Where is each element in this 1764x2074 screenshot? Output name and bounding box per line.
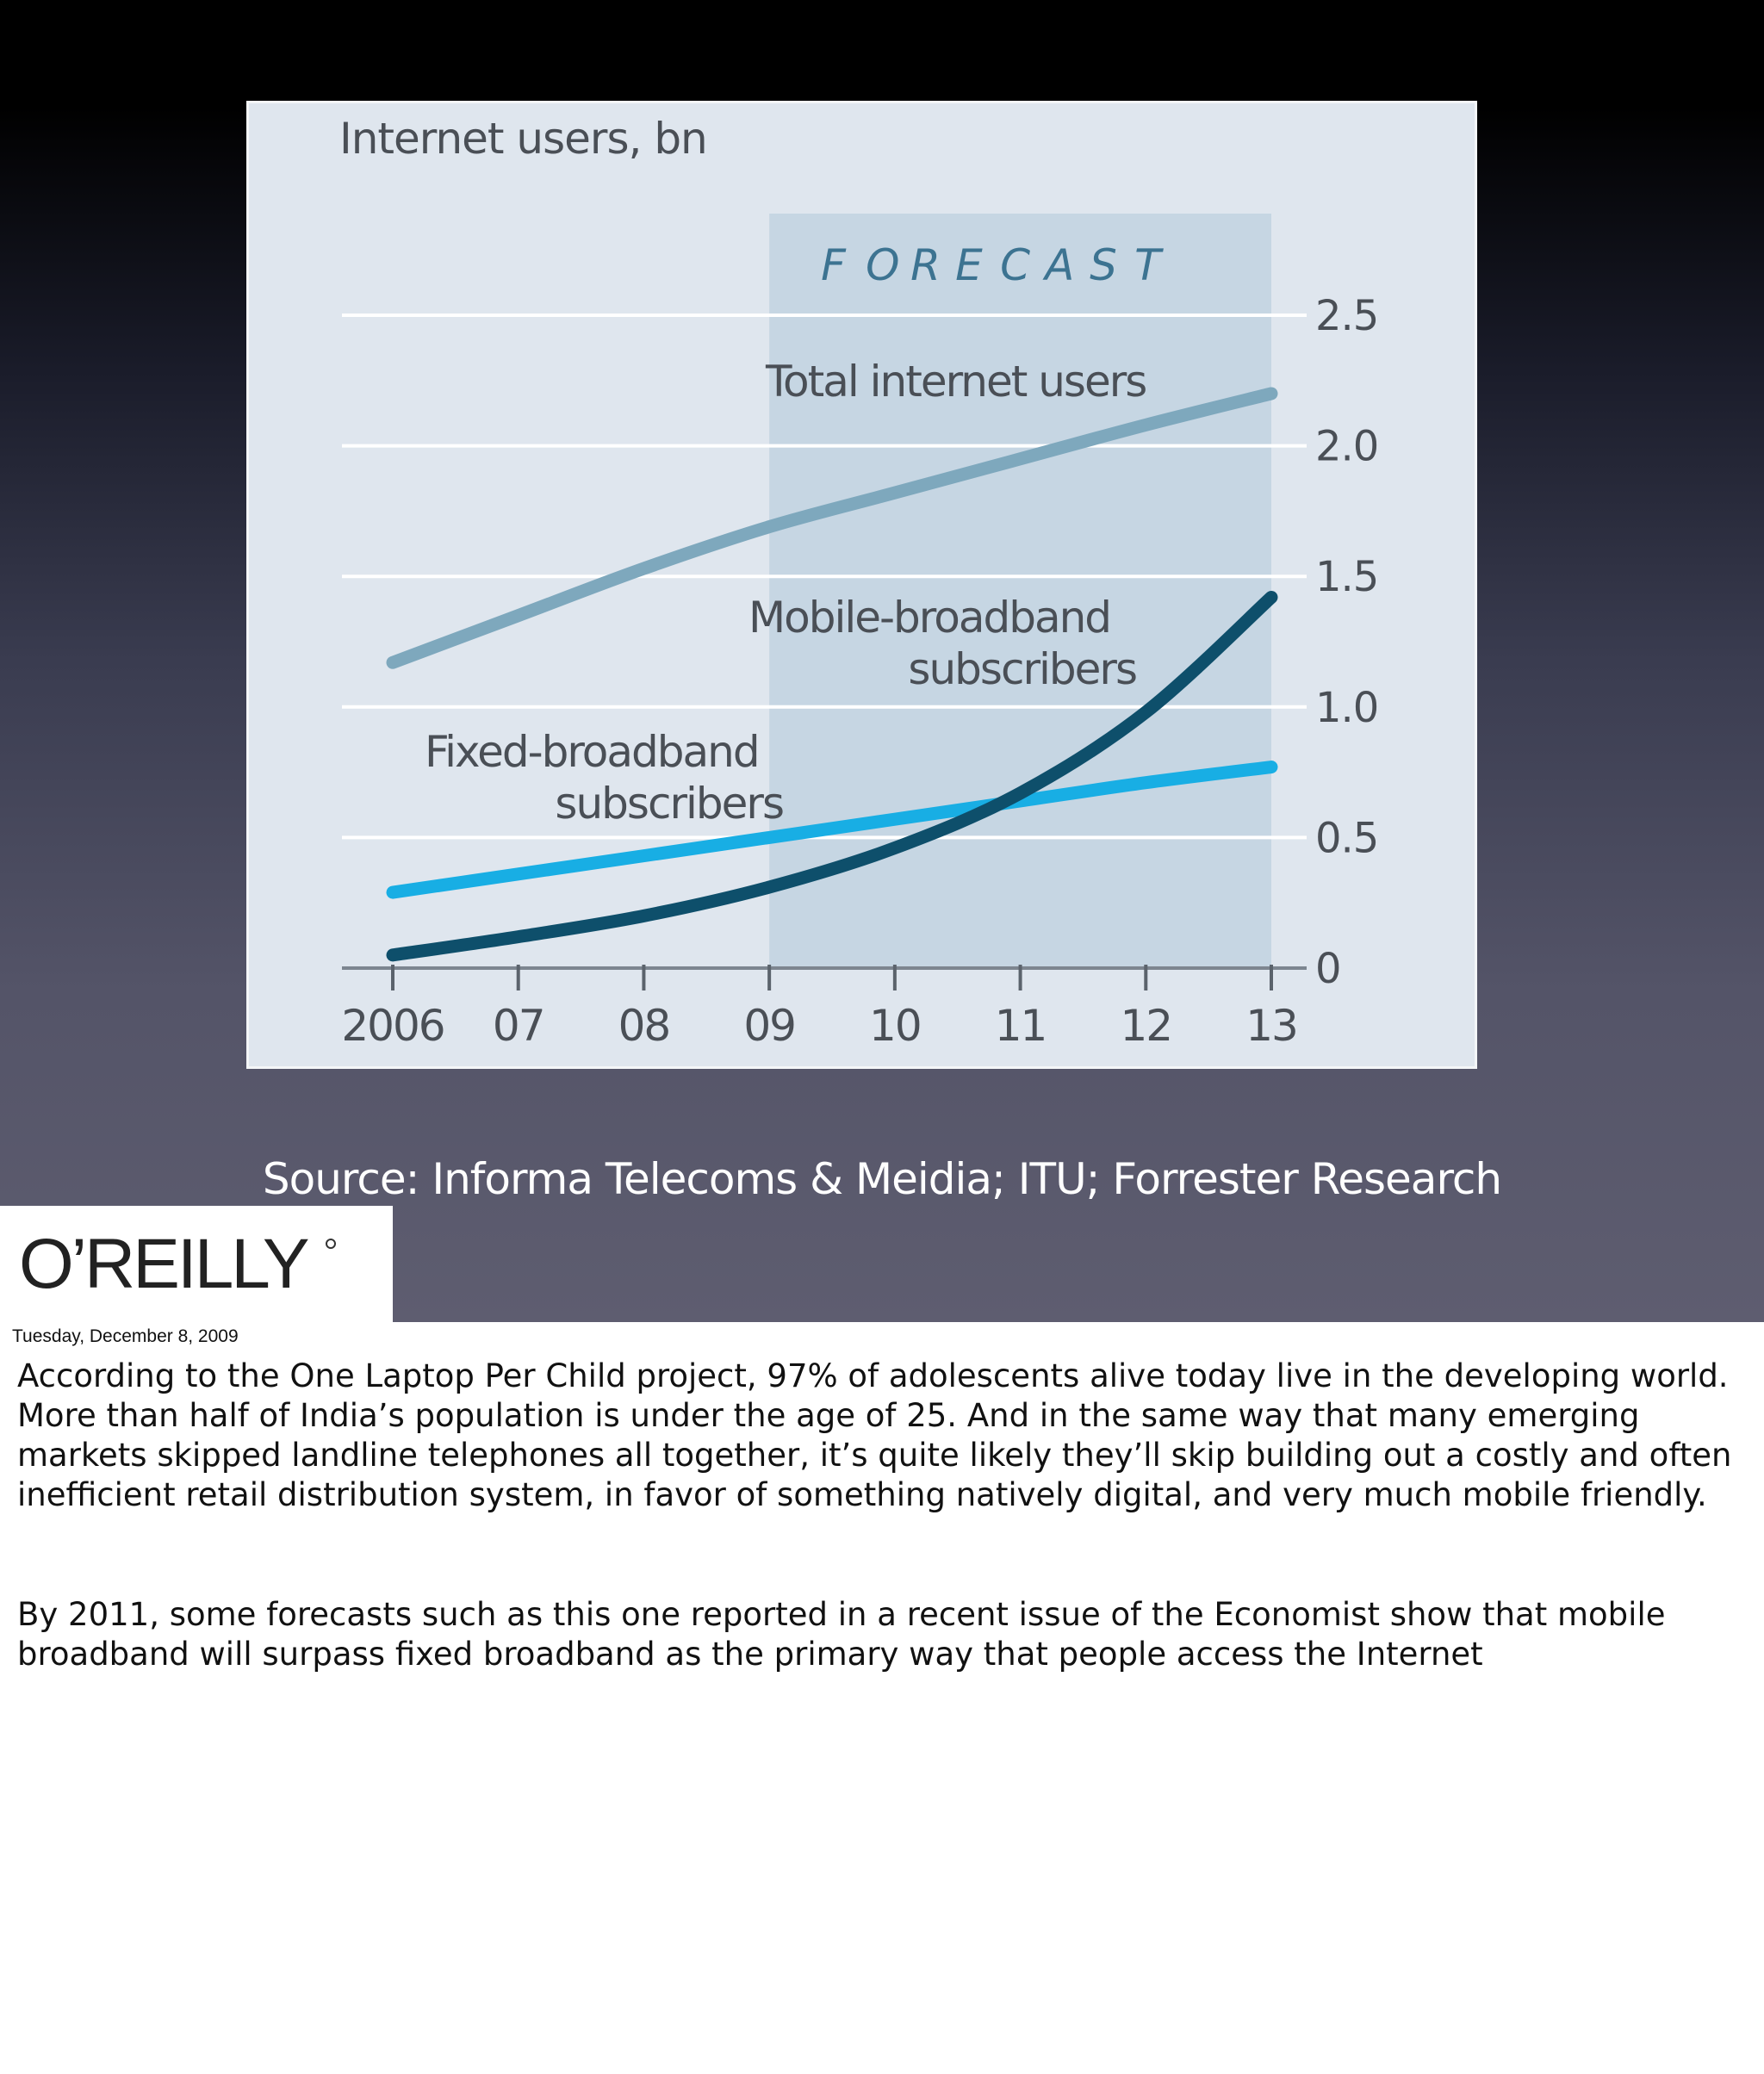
series-label-mobile-line-2: subscribers (908, 644, 1136, 694)
logo-wordmark: O’REILLY (19, 1225, 307, 1303)
speaker-notes-paragraph-1: According to the One Laptop Per Child project, 97% of adolescents alive today live in the developing world. More than half of India’s population is under the age of 25. And in the same way that many emerging markets skipped landline telephones all together, it’s quite likely they’ll skip building out a costly and often inefficient retail distribution system, in favor of something natively digital, and very much mobile friendly. (17, 1357, 1732, 1513)
chart-frame (246, 101, 1477, 1069)
source-caption: Source: Informa Telecoms & Meidia; ITU; Forrester Research (262, 1154, 1502, 1204)
x-tick-label: 07 (492, 1001, 544, 1051)
x-tick-label: 09 (743, 1001, 795, 1051)
forecast-label-letter: R (910, 240, 941, 290)
series-label-fixed-line-2: subscribers (555, 779, 783, 829)
forecast-label-letter: T (1134, 240, 1161, 290)
forecast-label-letter: F (821, 240, 846, 290)
x-tick-label: 11 (994, 1001, 1047, 1051)
slide-date: Tuesday, December 8, 2009 (12, 1326, 239, 1346)
speaker-notes-paragraph-2: By 2011, some forecasts such as this one reported in a recent issue of the Economist show that mobile broadband will surpass fixed broadband as the primary way that people access the Internet (17, 1596, 1666, 1673)
chart-title: Internet users, bn (339, 114, 707, 164)
oreilly-logo (0, 1206, 393, 1322)
x-tick-label: 2006 (341, 1001, 444, 1051)
series-label-mobile-line-1: Mobile-broadband (748, 593, 1111, 643)
forecast-label-letter: E (955, 240, 983, 290)
x-tick-label: 12 (1120, 1001, 1172, 1051)
registered-mark-icon (326, 1239, 336, 1249)
y-tick-label: 2.0 (1315, 422, 1379, 471)
y-tick-label: 1.0 (1315, 683, 1379, 732)
series-label-total: Total internet users (766, 357, 1146, 407)
y-tick-label: 0.5 (1315, 814, 1379, 863)
x-tick-label: 13 (1245, 1001, 1297, 1051)
y-tick-label: 2.5 (1315, 292, 1379, 340)
y-tick-label: 1.5 (1315, 553, 1379, 602)
x-tick-label: 10 (869, 1001, 921, 1051)
forecast-band (769, 214, 1271, 968)
line-chart (249, 103, 1475, 1066)
x-tick-label: 08 (618, 1001, 670, 1051)
series-label-fixed-line-1: Fixed-broadband (425, 727, 759, 777)
forecast-label-letter: S (1090, 240, 1117, 290)
forecast-label-letter: O (866, 240, 900, 290)
forecast-label-letter: A (1045, 240, 1075, 290)
y-tick-label: 0 (1315, 945, 1341, 993)
forecast-label-letter: C (1000, 240, 1031, 290)
